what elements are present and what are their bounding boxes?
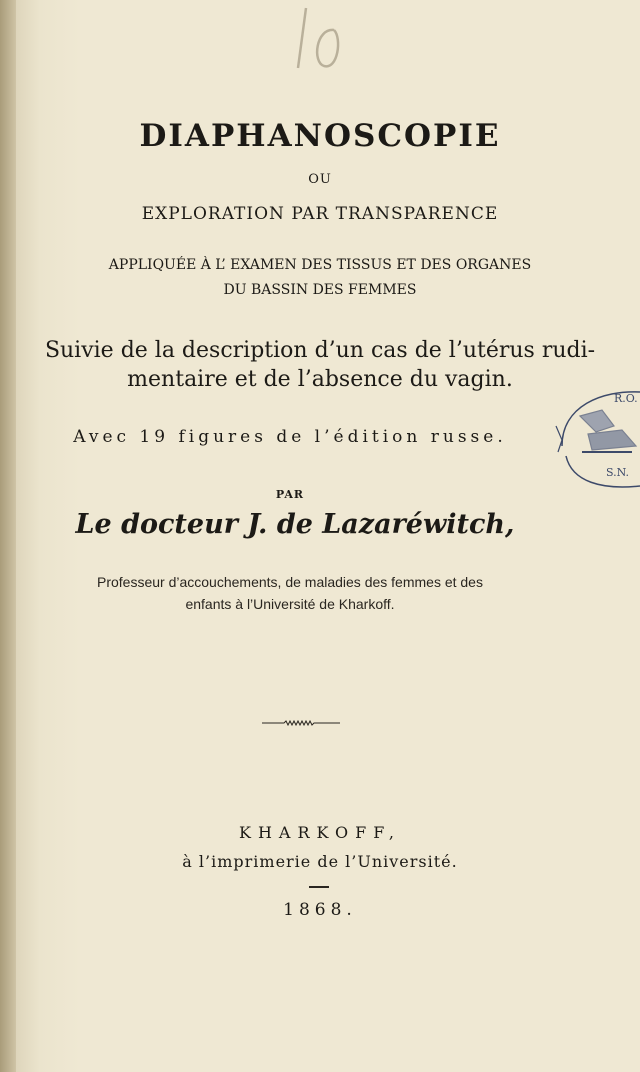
svg-text:S.N.: S.N. — [606, 466, 630, 479]
description-line-1: Suivie de la description d’un cas de l’utérus rudi- — [44, 338, 596, 363]
book-subtitle: EXPLORATION PAR TRANSPARENCE — [141, 204, 499, 224]
svg-text:R.O.: R.O. — [614, 392, 638, 405]
author-title-line-2: enfants à l’Université de Kharkoff. — [185, 596, 395, 612]
bassin-line: DU BASSIN DES FEMMES — [223, 282, 417, 298]
pencil-number-mark — [276, 0, 366, 80]
author-name: Le docteur J. de Lazaréwitch, — [75, 509, 515, 540]
description-line-2: mentaire et de l’absence du vagin. — [127, 367, 513, 392]
publication-city: KHARKOFF, — [239, 823, 401, 842]
title-conjunction: OU — [308, 172, 332, 187]
ornament-rule — [262, 718, 340, 728]
figures-note: Avec 19 figures de l’édition russe. — [73, 427, 507, 447]
library-stamp-icon — [552, 386, 640, 496]
book-title: DIAPHANOSCOPIE — [139, 118, 501, 154]
short-rule — [309, 886, 329, 888]
par-label: PAR — [275, 488, 305, 501]
printer-line: à l’imprimerie de l’Université. — [182, 852, 458, 871]
author-title-line-1: Professeur d’accouchements, de maladies des femmes et des — [97, 574, 483, 590]
applied-line: APPLIQUÉE À L’ EXAMEN DES TISSUS ET DES ORGANES — [108, 257, 532, 273]
publication-year: 1868. — [283, 900, 357, 920]
